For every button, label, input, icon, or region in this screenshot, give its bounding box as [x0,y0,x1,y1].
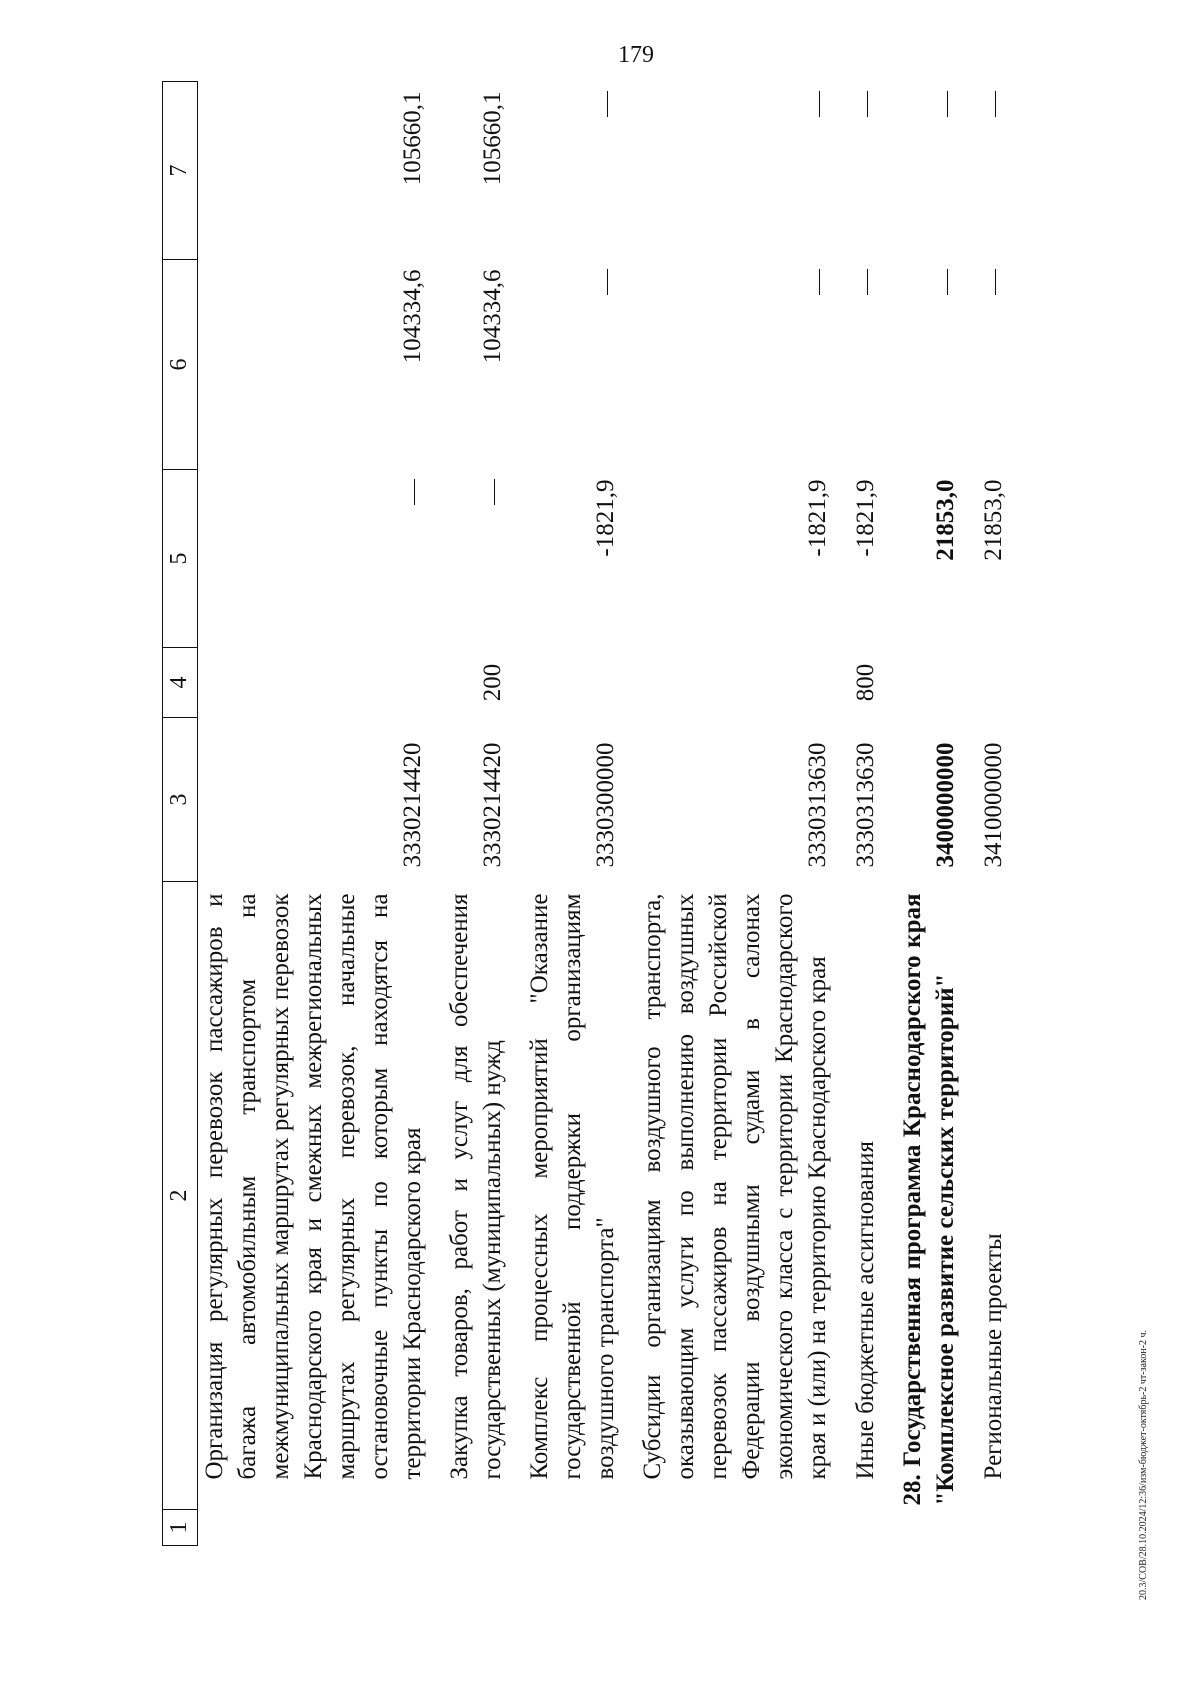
row-value-6: 104334,6 [399,269,426,364]
row-value-5: -1821,9 [804,479,831,557]
header-col-2: 2 [163,882,198,1510]
row-name: 28. Государственная программа Краснодарского края "Комплексное развитие сельских территорий" [899,893,959,1506]
row-value-6 [523,260,636,470]
table-row [636,82,848,1546]
row-value-7 [636,82,848,260]
dash-mark [607,270,608,296]
row-value-5: 21853,0 [932,479,959,561]
row-type [976,648,1024,718]
dash-mark [819,92,820,118]
table-header-row [163,82,198,1546]
row-value-5: -1821,9 [852,479,879,557]
dash-mark [995,92,996,118]
header-col-5: 5 [163,470,198,648]
row-value-6: 104334,6 [479,269,506,364]
row-name: Субсидии организациям воздушного транспорта, оказывающим услуги по выполнению воздушных перевозок пассажиров на территории Российской Федерации воздушными судами в салонах экономического класса с территории Краснодарского края и (или) на территорию Краснодарского края [639,893,831,1480]
row-number-cell [198,1510,444,1546]
row-type [636,648,848,718]
row-number-cell [636,1510,848,1546]
budget-table [162,81,1024,1546]
row-value-7 [896,82,976,260]
dash-mark [819,270,820,296]
footer-note: 20.3/СОВ/28.10.2024/12:36/изм-бюджет-октябрь-2 чт-закон-2 ч. [1138,1329,1149,1600]
table-row [523,82,636,1546]
row-number-cell [848,1510,896,1546]
dash-mark [947,92,948,118]
row-name: Комплекс процессных мероприятий "Оказание государственной поддержки организациям воздушного транспорта" [526,893,619,1480]
table-row [198,82,444,1546]
header-col-7: 7 [163,82,198,260]
row-value-6 [636,260,848,470]
header-col-1: 1 [163,1510,198,1546]
row-number-cell [896,1510,976,1546]
rotated-budget-table [162,82,1054,1546]
dash-mark [947,270,948,296]
row-value-6 [976,260,1024,470]
dash-mark [607,92,608,118]
row-code: 3330313630 [804,742,831,868]
row-code: 3400000000 [932,742,959,868]
row-value-6 [896,260,976,470]
table-row [443,82,523,1546]
row-number-cell [443,1510,523,1546]
header-col-4: 4 [163,648,198,718]
row-name: Иные бюджетные ассигнования [852,1140,879,1480]
dash-mark [414,480,415,506]
table-row [848,82,896,1546]
row-value-7 [976,82,1024,260]
table-row [896,82,976,1546]
row-value-6 [848,260,896,470]
dash-mark [995,270,996,296]
row-number-cell [523,1510,636,1546]
row-name: Закупка товаров, работ и услуг для обеспечения государственных (муниципальных) нужд [446,893,506,1480]
row-name: Региональные проекты [980,1233,1007,1480]
row-type [198,648,444,718]
row-name: Организация регулярных перевозок пассажиров и багажа автомобильным транспортом на межмуниципальных маршрутах регулярных перевозок Краснодарского края и смежных межрегиональных маршрутах регулярных перевозок, начальные остановочные пункты по которым находятся на территории Краснодарского края [201,893,426,1480]
row-value-5: 21853,0 [980,479,1007,561]
row-number-cell [976,1510,1024,1546]
row-type: 800 [852,663,879,702]
table-row [976,82,1024,1546]
row-value-7: 105660,1 [399,91,426,186]
row-value-7 [848,82,896,260]
header-col-6: 6 [163,260,198,470]
row-type [896,648,976,718]
header-col-3: 3 [163,718,198,882]
row-code: 3330214420 [479,742,506,868]
row-code: 3410000000 [980,742,1007,868]
row-value-5: -1821,9 [592,479,619,557]
table-body [198,82,1025,1546]
page-number: 179 [618,42,654,68]
row-code: 3330214420 [399,742,426,868]
row-value-5 [443,470,523,648]
dash-mark [867,270,868,296]
row-value-5 [198,470,444,648]
row-code: 3330300000 [592,742,619,868]
row-code: 3330313630 [852,742,879,868]
row-value-7: 105660,1 [479,91,506,186]
dash-mark [494,480,495,506]
row-value-7 [523,82,636,260]
row-type [523,648,636,718]
row-type: 200 [479,663,506,702]
dash-mark [867,92,868,118]
